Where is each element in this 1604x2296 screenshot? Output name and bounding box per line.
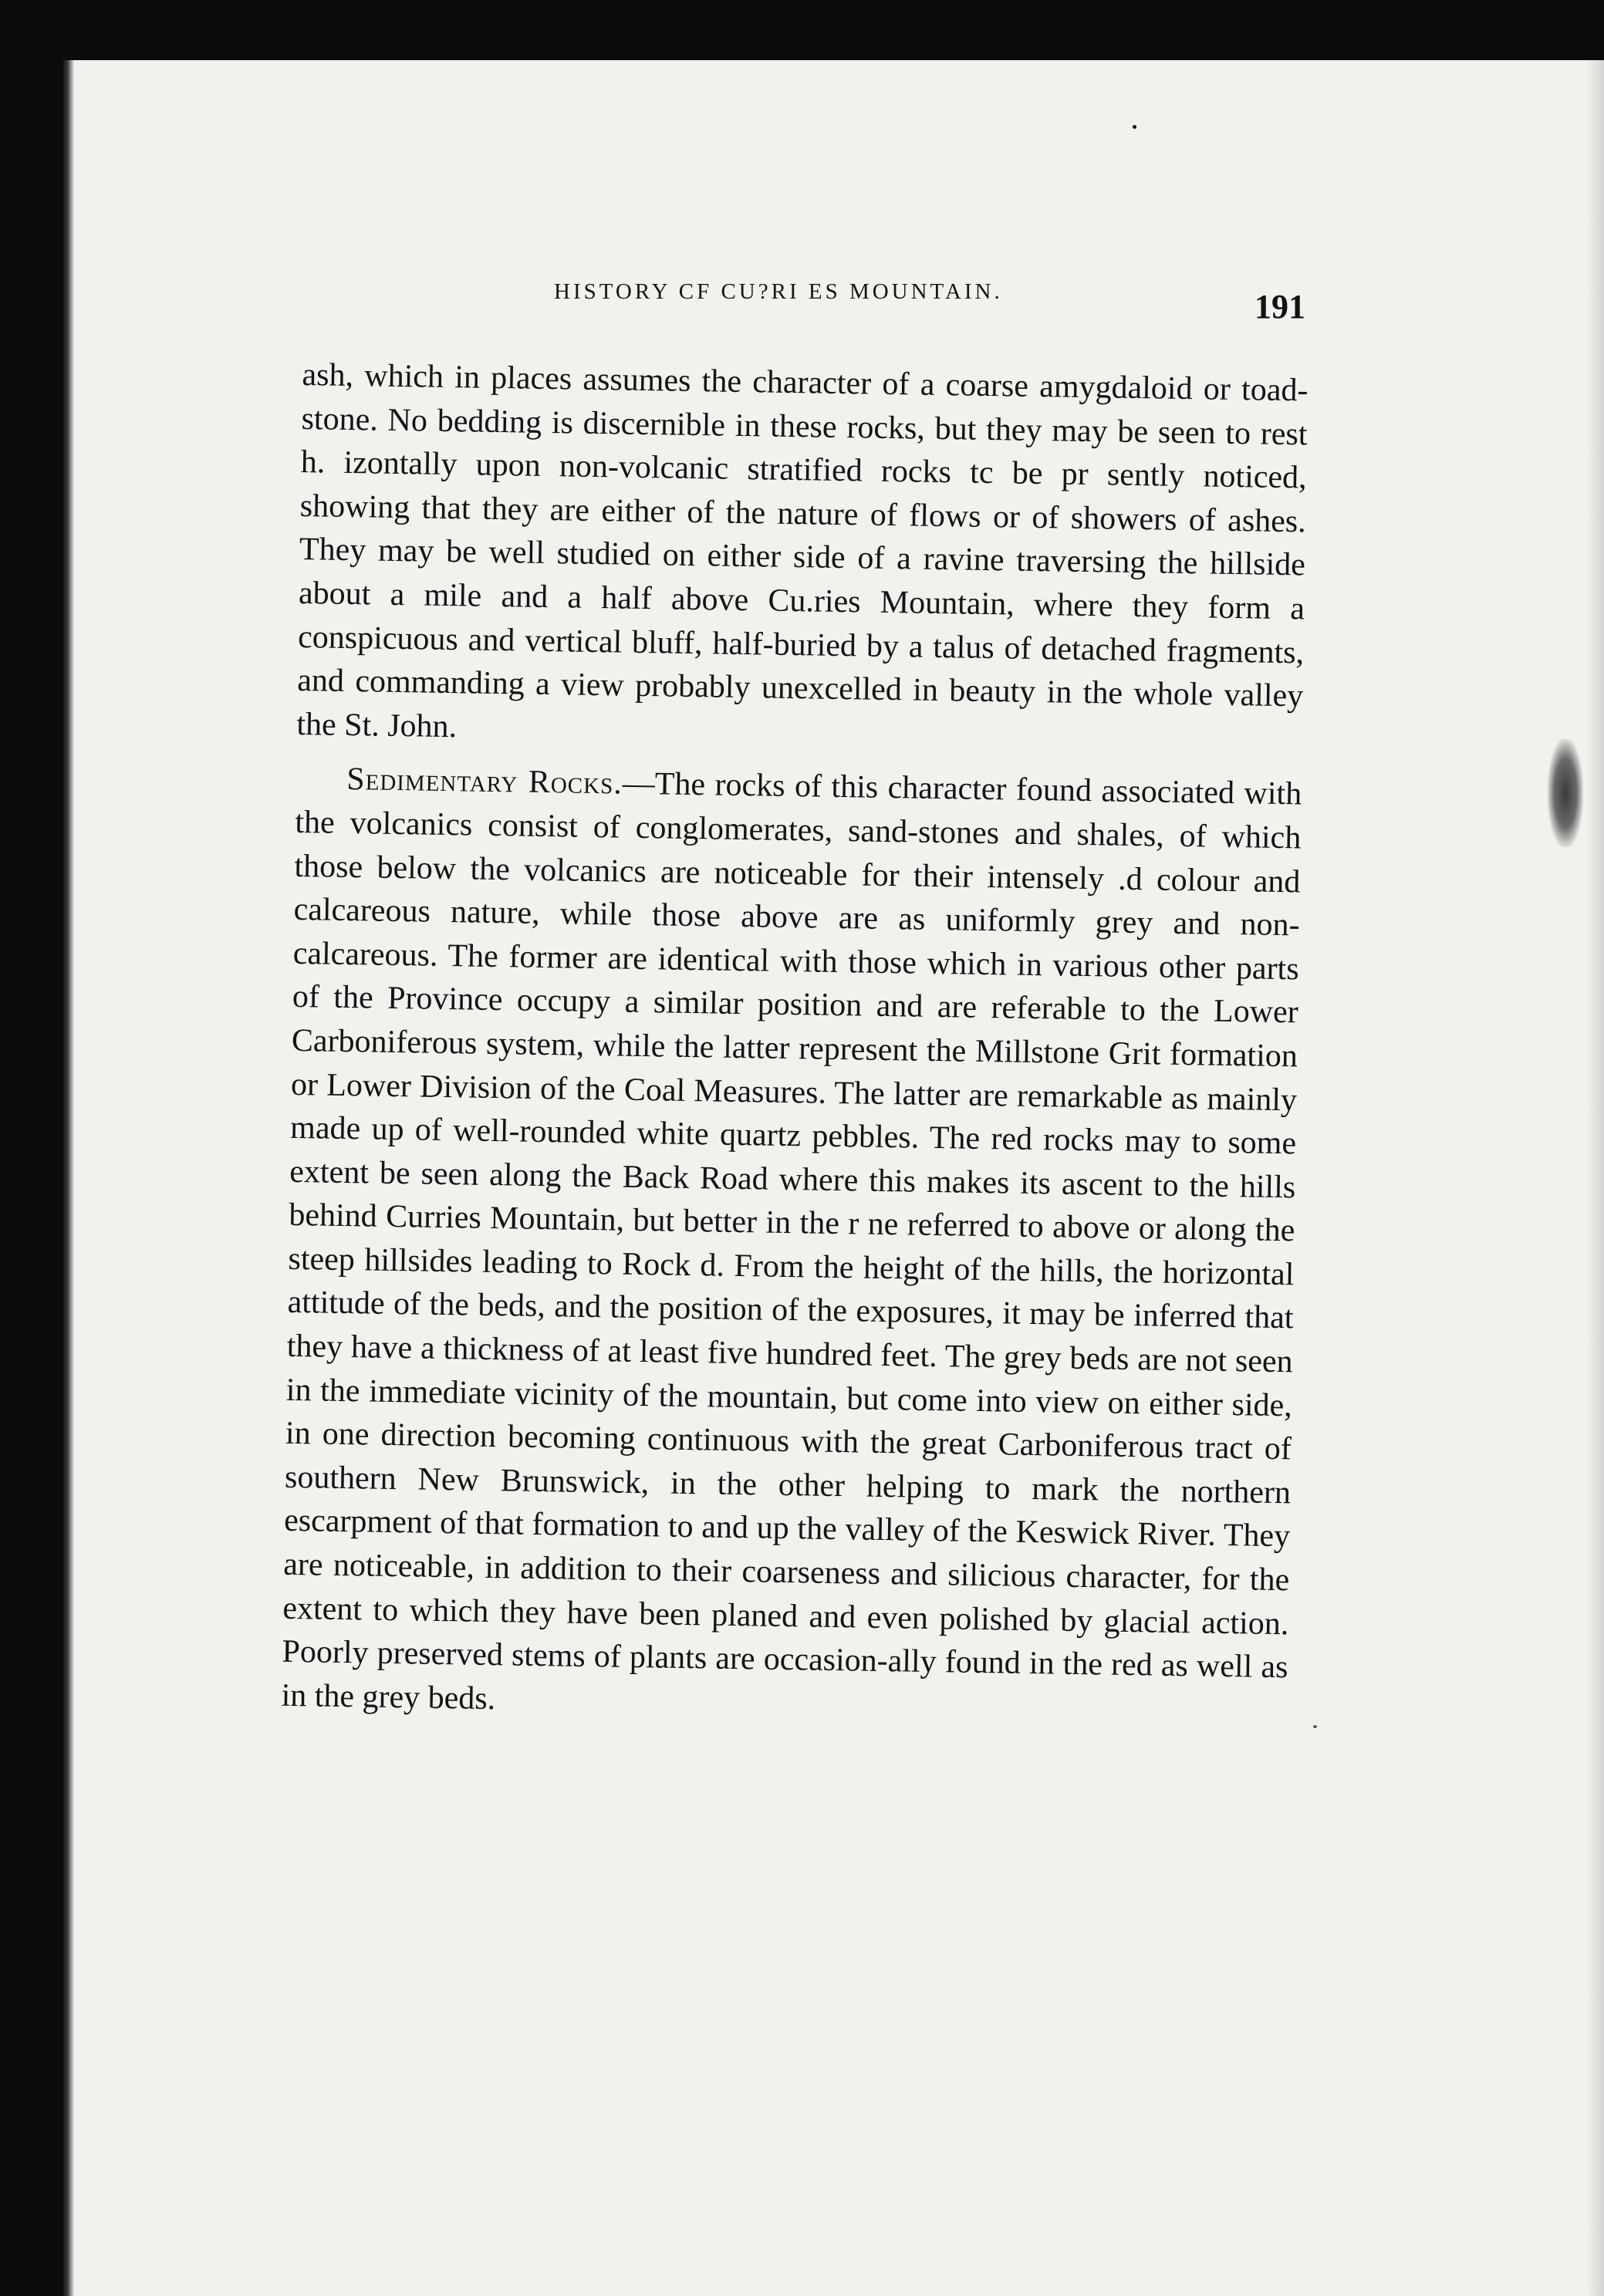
- page-edge-shadow: [1587, 60, 1604, 2296]
- binding-edge: [63, 60, 74, 2296]
- page-number: 191: [1254, 288, 1305, 326]
- paragraph-body: —The rocks of this character found associated with the volcanics consist of conglomerates, sand-stones and shales, of which those below the volcanics are noticeable for their intensely .d colour and calcareous nature, while those above are as uniformly grey and non-calcareous. The former are identical with those which in various other parts of the Province occupy a similar position and are referable to the Lower Carboniferous system, while the latter represent the Millstone Grit formation or Lower Division of the Coal Measures. The latter are remarkable as mainly made up of well-rounded white quartz pebbles. The red rocks may to some extent be seen along the Back Road where this makes its ascent to the hills behind Curries Mountain, but better in the r ne referred to above or along the steep hillsides leading to Rock d. From the height of the hills, the horizontal attitude of the beds, and the position of the exposures, it may be inferred that they have a thickness of at least five hundred feet. The grey beds are not seen in the immediate vicinity of the mountain, but come into view on either side, in one direction becoming continuous with the great Carboniferous tract of southern New Brunswick, in the other helping to mark the northern escarpment of that formation to and up the valley of the Keswick River. They are noticeable, in addition to their coarseness and silicious character, for the extent to which they have been planed and even polished by glacial action. Poorly preserved stems of plants are occasion-ally found in the red as well as in the grey beds.: [281, 765, 1302, 1717]
- running-head: HISTORY CF CU?RI ES MOUNTAIN.: [554, 279, 1003, 304]
- dust-fleck: [1133, 125, 1136, 129]
- body-text: [281, 353, 1309, 1734]
- dust-fleck: [1313, 1725, 1317, 1728]
- paper-damage-blot: [1548, 739, 1583, 847]
- paragraph-volcanics: ash, which in places assumes the character of a coarse amygdaloid or toad-stone. No bedding is discernible in these rocks, but they may be seen to rest h. izontally upon non-volcanic stratified rocks tc be pr sently noticed, showing that they are either of the nature of flows or of showers of ashes. They may be well studied on either side of a ravine traversing the hillside about a mile and a half above Cu.ries Mountain, where they form a conspicuous and vertical bluff, half-buried by a talus of detached fragments, and commanding a view probably unexcelled in beauty in the whole valley the St. John.: [296, 356, 1309, 745]
- paragraph-sedimentary-rocks: [281, 757, 1302, 1733]
- section-heading: Sedimentary Rocks.: [346, 761, 623, 802]
